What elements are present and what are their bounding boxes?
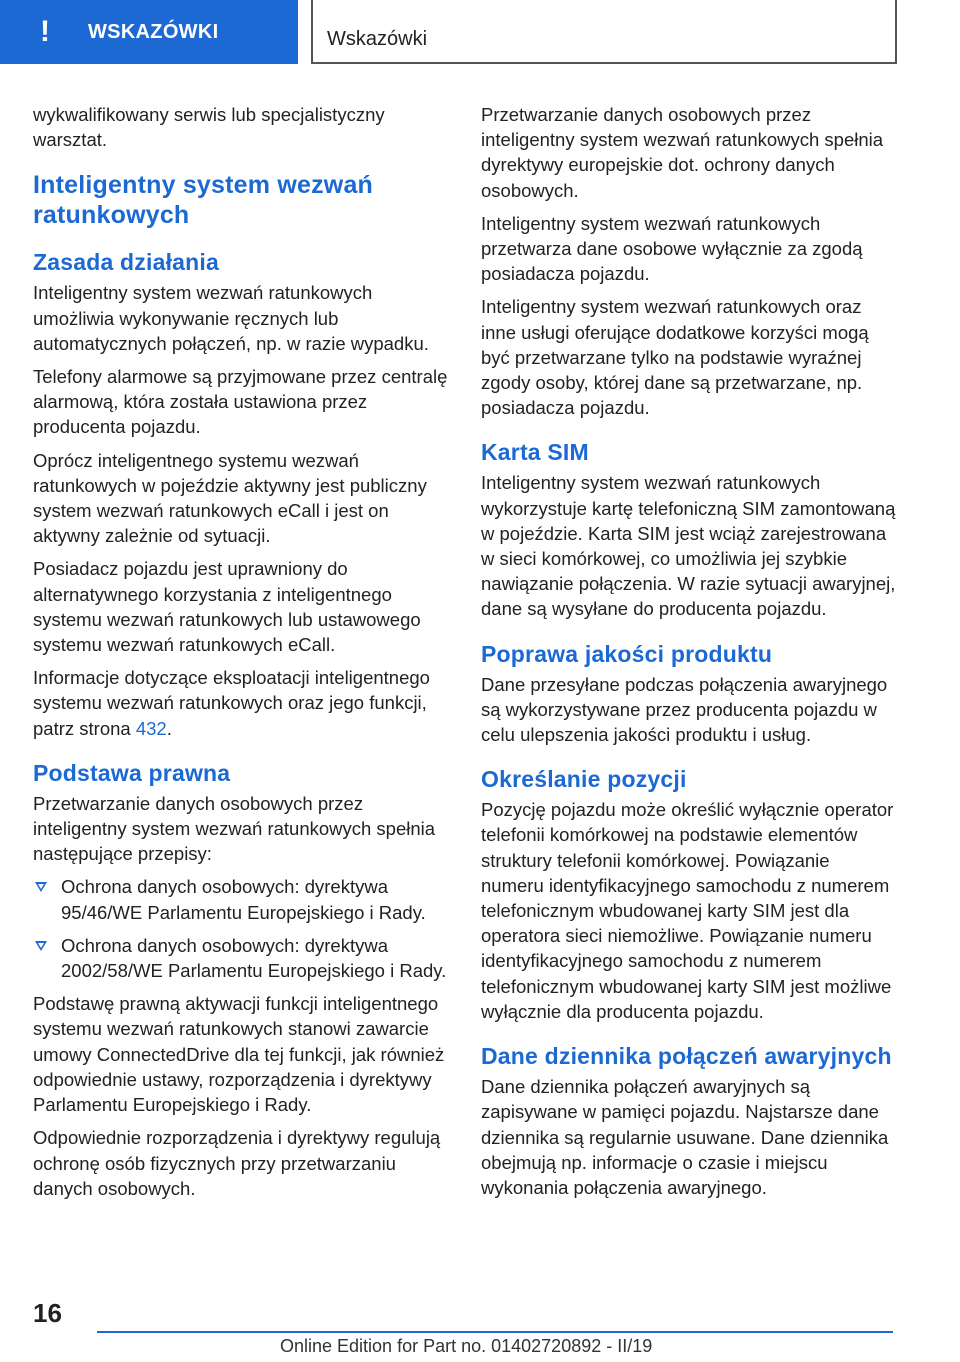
section-header-label: Wskazówki: [327, 28, 428, 50]
paragraph-end: .: [166, 717, 172, 739]
paragraph-with-link: [33, 665, 448, 741]
list-item: [33, 933, 448, 983]
subsection-title-sim: Karta SIM: [481, 439, 589, 466]
left-column: [33, 102, 448, 1209]
paragraph: Oprócz inteligentnego systemu wezwań ratunkowych w pojeździe aktywny jest publiczny system wezwań ratunkowych eCall i jest on aktywny zależnie od sytuacji.: [33, 449, 427, 547]
paragraph: Inteligentny system wezwań ratunkowych oraz inne usługi oferujące dodatkowe korzyści mogą być przetwarzane tylko na podstawie wyraźnej zgody osoby, której dane są przetwarzane, np. posiadacza pojazdu.: [481, 296, 869, 419]
page-number: 16: [33, 1298, 62, 1328]
paragraph: Przetwarzanie danych osobowych przez inteligentny system wezwań ratunkowych spełnia następujące przepisy:: [33, 792, 436, 865]
list-item-text: Ochrona danych osobowych: dyrektywa 2002/58/WE Parlamentu Europejskiego i Rady.: [61, 934, 447, 982]
subsection-title-pozycja: Określanie pozycji: [481, 766, 687, 793]
paragraph: Dane dziennika połączeń awaryjnych są zapisywane w pamięci pojazdu. Najstarsze dane dziennika są regularnie usuwane. Dane dziennika obejmują np. informacje o czasie i miejscu wykonania połączenia awaryjnego.: [481, 1076, 889, 1198]
subsection-title-zasada: Zasada działania: [33, 249, 219, 276]
paragraph-text: Informacje dotyczące eksploatacji inteligentnego systemu wezwań ratunkowych oraz jego funkcji, patrz strona: [33, 667, 430, 739]
subsection-title-dziennik: Dane dziennika połączeń awaryjnych: [481, 1043, 892, 1070]
subsection-title-jakosc: Poprawa jakości produktu: [481, 640, 773, 667]
footer-edition: Online Edition for Part no. 01402720892 - II/19: [280, 1336, 653, 1356]
bullet-list: [33, 874, 448, 983]
paragraph: Inteligentny system wezwań ratunkowych przetwarza dane osobowe wyłącznie za zgodą posiadacza pojazdu.: [481, 212, 863, 285]
paragraph: Telefony alarmowe są przyjmowane przez centralę alarmową, która została ustawiona przez producenta pojazdu.: [33, 366, 448, 438]
paragraph: Pozycję pojazdu może określić wyłącznie operator telefonii komórkowej na podstawie elementów struktury telefonii komórkowej. Powiązanie numeru identyfikacyjnego samochodu z numerem telefonicznym wbudowanej karty SIM jest dla operatora sieci niemożliwe. Powiązanie numeru identyfikacyjnego samochodu z numerem telefonicznym wbudowanej karty SIM jest możliwe wyłącznie dla producenta pojazdu.: [481, 799, 894, 1022]
paragraph: Przetwarzanie danych osobowych przez inteligentny system wezwań ratunkowych spełnia dyrektywy europejskie dot. ochrony danych osobowych.: [481, 104, 884, 201]
right-column: [481, 102, 896, 1208]
section-title: Inteligentny system wezwań ratunkowych: [33, 171, 374, 230]
exclamation-icon: !: [40, 15, 50, 48]
paragraph: Odpowiednie rozporządzenia i dyrektywy regulują ochronę osób fizycznych przy przetwarzaniu danych osobowych.: [33, 1127, 441, 1199]
page-link[interactable]: 432: [135, 717, 167, 739]
paragraph: wykwalifikowany serwis lub specjalistyczny warsztat.: [33, 104, 385, 151]
list-item: [33, 874, 448, 924]
chapter-tab: [0, 0, 298, 64]
paragraph: Inteligentny system wezwań ratunkowych umożliwia wykonywanie ręcznych lub automatycznych połączeń, np. w razie wypadku.: [33, 282, 429, 354]
triangle-bullet-icon: [35, 882, 47, 892]
paragraph: Posiadacz pojazdu jest uprawniony do alternatywnego korzystania z inteligentnego systemu wezwań ratunkowych lub ustawowego systemu wezwań ratunkowych eCall.: [33, 558, 421, 656]
footer-divider: [97, 1331, 893, 1333]
paragraph: Inteligentny system wezwań ratunkowych wykorzystuje kartę telefoniczną SIM zamontowaną w pojeździe. Karta SIM jest wciąż zarejestrowana w sieci komórkowej, co umożliwia jej szybkie nawiązanie połączenia. W razie sytuacji awaryjnej, dane są wysyłane do producenta pojazdu.: [481, 472, 896, 620]
paragraph: Podstawę prawną aktywacji funkcji inteligentnego systemu wezwań ratunkowych stanowi zawarcie umowy ConnectedDrive dla tej funkcji, jak również odpowiednie ustawy, rozporządzenia i dyrektywy Parlamentu Europejskiego i Rady.: [33, 993, 445, 1116]
subsection-title-podstawa: Podstawa prawna: [33, 759, 231, 786]
section-header: [311, 0, 897, 64]
chapter-tab-label: WSKAZÓWKI: [88, 20, 219, 43]
paragraph: Dane przesyłane podczas połączenia awaryjnego są wykorzystywane przez producenta pojazdu w celu ulepszenia jakości produktu i usług.: [481, 673, 888, 746]
list-item-text: Ochrona danych osobowych: dyrektywa 95/46/WE Parlamentu Europejskiego i Rady.: [61, 876, 426, 923]
triangle-bullet-icon: [35, 941, 47, 951]
